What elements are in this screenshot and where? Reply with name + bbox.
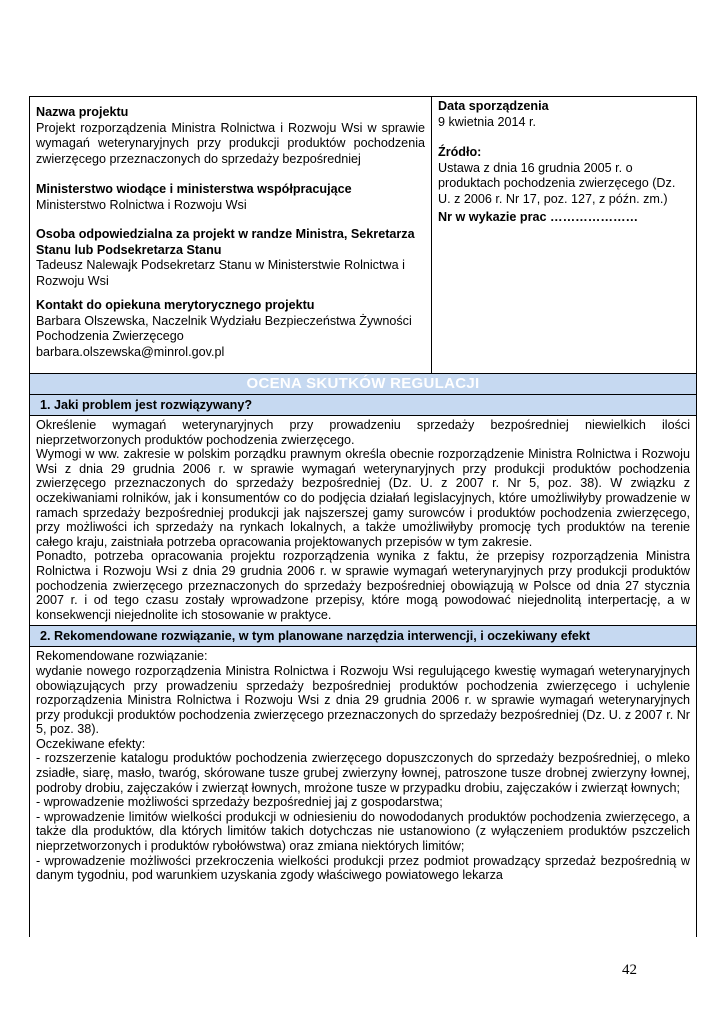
ministry-label: Ministerstwo wiodące i ministerstwa współpracujące (36, 182, 352, 196)
section-2-paragraph: Oczekiwane efekty: (36, 736, 146, 751)
section-2-paragraph: wydanie nowego rozporządzenia Ministra Rolnictwa i Rozwoju Wsi regulującego kwestię wymagań weterynaryjnych obowiązujących przy prowadzeniu sprzedaży bezpośredniej produktów pochodzenia zwierzęcego i uchylenie rozporządzenia Ministra Rolnictwa i Rozwoju Wsi z dnia 29 grudnia 2006 r. w sprawie wymagań weterynaryjnych przy produkcji produktów pochodzenia zwierzęcego przeznaczonych do sprzedaży bezpośredniej (Dz. U. z 2007 r. Nr 5, poz. 38). (36, 663, 690, 737)
section-2-paragraph: Rekomendowane rozwiązanie: (36, 649, 208, 664)
regulation-form (29, 96, 697, 937)
contact-person: Barbara Olszewska, Naczelnik Wydziału Bezpieczeństwa Żywności Pochodzenia Zwierzęcego (36, 313, 412, 343)
registry-number: Nr w wykazie prac ………………… (438, 210, 639, 224)
section-1-paragraph: Wymogi w ww. zakresie w polskim porządku prawnym określa obecnie rozporządzenie Ministra Rolnictwa i Rozwoju Wsi z dnia 29 grudnia 2006 r. w sprawie wymagań weterynaryjnych przy produkcji produktów pochodzenia zwierzęcego przeznaczonych do sprzedaży bezpośredniej (Dz. U. z 2007 r. Nr 5, poz. 38). W związku z oczekiwaniami rolników, jak i konsumentów co do podjęcia działań legislacyjnych, które umożliwiłyby prowadzenie w ramach sprzedaży bezpośredniej produkcji jak najszerszej gamy surowców i produktów pochodzenia zwierzęcego, przy możliwości ich sprzedaży na rynkach lokalnych, a także umożliwiłyby promocję tych produktów na terenie całego kraju, zaistniała potrzeba opracowania projektowanych przepisów w tym zakresie. (36, 447, 690, 549)
section-1-paragraph: Określenie wymagań weterynaryjnych przy prowadzeniu sprzedaży bezpośredniej niewielkich ilości nieprzetworzonych produktów pochodzenia zwierzęcego. (36, 418, 690, 447)
contact-label: Kontakt do opiekuna merytorycznego projektu (36, 298, 315, 312)
ministry-value: Ministerstwo Rolnictwa i Rozwoju Wsi (36, 197, 247, 212)
section-2-body (30, 647, 696, 886)
project-info-cell (30, 97, 432, 373)
source-label: Źródło: (438, 145, 482, 159)
page-number: 42 (622, 962, 637, 978)
project-name-label: Nazwa projektu (36, 105, 129, 119)
section-2-paragraph: - wprowadzenie możliwości sprzedaży bezpośredniej jaj z gospodarstwa; (36, 795, 443, 810)
section-1-heading: 1. Jaki problem jest rozwiązywany? (30, 395, 696, 416)
section-2-paragraph: - wprowadzenie limitów wielkości produkcji w odniesieniu do nowododanych produktów pochodzenia zwierzęcego, a także dla produktów, dla których limitów takich dotychczas nie ustanowiono (z wyłączeniem produktów pszczelich nieprzetworzonych i produktów rybołówstwa) oraz zmiana niektórych limitów; (36, 809, 690, 854)
section-2-paragraph: - rozszerzenie katalogu produktów pochodzenia zwierzęcego dopuszczonych do sprzedaży bezpośredniej, o mleko zsiadłe, siarę, masło, twaróg, skórowane tusze grubej zwierzyny łownej, patroszone tusze drobnej zwierzyny łownej, podroby drobiu, zajęczaków i zwierząt łownych, mrożone tusze w przypadku drobiu, zajęczaków i zwierząt łownych; (36, 751, 690, 795)
date-value: 9 kwietnia 2014 r. (438, 114, 537, 129)
project-info-row (30, 97, 696, 374)
ocena-title: OCENA SKUTKÓW REGULACJI (30, 374, 696, 395)
date-label: Data sporządzenia (438, 99, 549, 113)
responsible-value: Tadeusz Nalewajk Podsekretarz Stanu w Ministerstwie Rolnictwa i Rozwoju Wsi (36, 258, 405, 288)
section-2-heading: 2. Rekomendowane rozwiązanie, w tym planowane narzędzia interwencji, i oczekiwany efekt (30, 626, 696, 647)
responsible-label: Osoba odpowiedzialna za projekt w randze Ministra, Sekretarza Stanu lub Podsekretarza Stanu (36, 227, 415, 257)
contact-email[interactable]: barbara.olszewska@minrol.gov.pl (36, 344, 225, 359)
section-2-paragraph: - wprowadzenie możliwości przekroczenia wielkości produkcji przez podmiot prowadzący sprzedaż bezpośrednią w danym tygodniu, pod warunkiem uzyskania zgody właściwego powiatowego lekarza (36, 853, 690, 883)
contact-block (36, 298, 425, 360)
meta-info-cell (432, 97, 696, 373)
project-name-block (36, 105, 425, 167)
source-value: Ustawa z dnia 16 grudnia 2005 r. o produktach pochodzenia zwierzęcego (Dz. U. z 2006 r. Nr 17, poz. 127, z późn. zm.) (438, 160, 676, 206)
project-name-value: Projekt rozporządzenia Ministra Rolnictwa i Rozwoju Wsi w sprawie wymagań weterynaryjnych przy produkcji produktów pochodzenia zwierzęcego przeznaczonych do sprzedaży bezpośredniej (36, 120, 425, 166)
section-1-paragraph: Ponadto, potrzeba opracowania projektu rozporządzenia wynika z faktu, że przepisy rozporządzenia Ministra Rolnictwa i Rozwoju Wsi z dnia 29 grudnia 2006 r. w sprawie wymagań weterynaryjnych przy produkcji produktów pochodzenia zwierzęcego przeznaczonych do sprzedaży bezpośredniej obowiązują w Polsce od dnia 27 stycznia 2007 r. i od tego czasu zostały wprowadzone przepisy, które mogą powodować niejednolitą interpertację, a w konsekwencji niejednolite ich stosowanie w praktyce. (36, 549, 690, 622)
ministry-block (36, 182, 425, 213)
section-1-body (30, 416, 696, 626)
responsible-block (36, 227, 425, 289)
